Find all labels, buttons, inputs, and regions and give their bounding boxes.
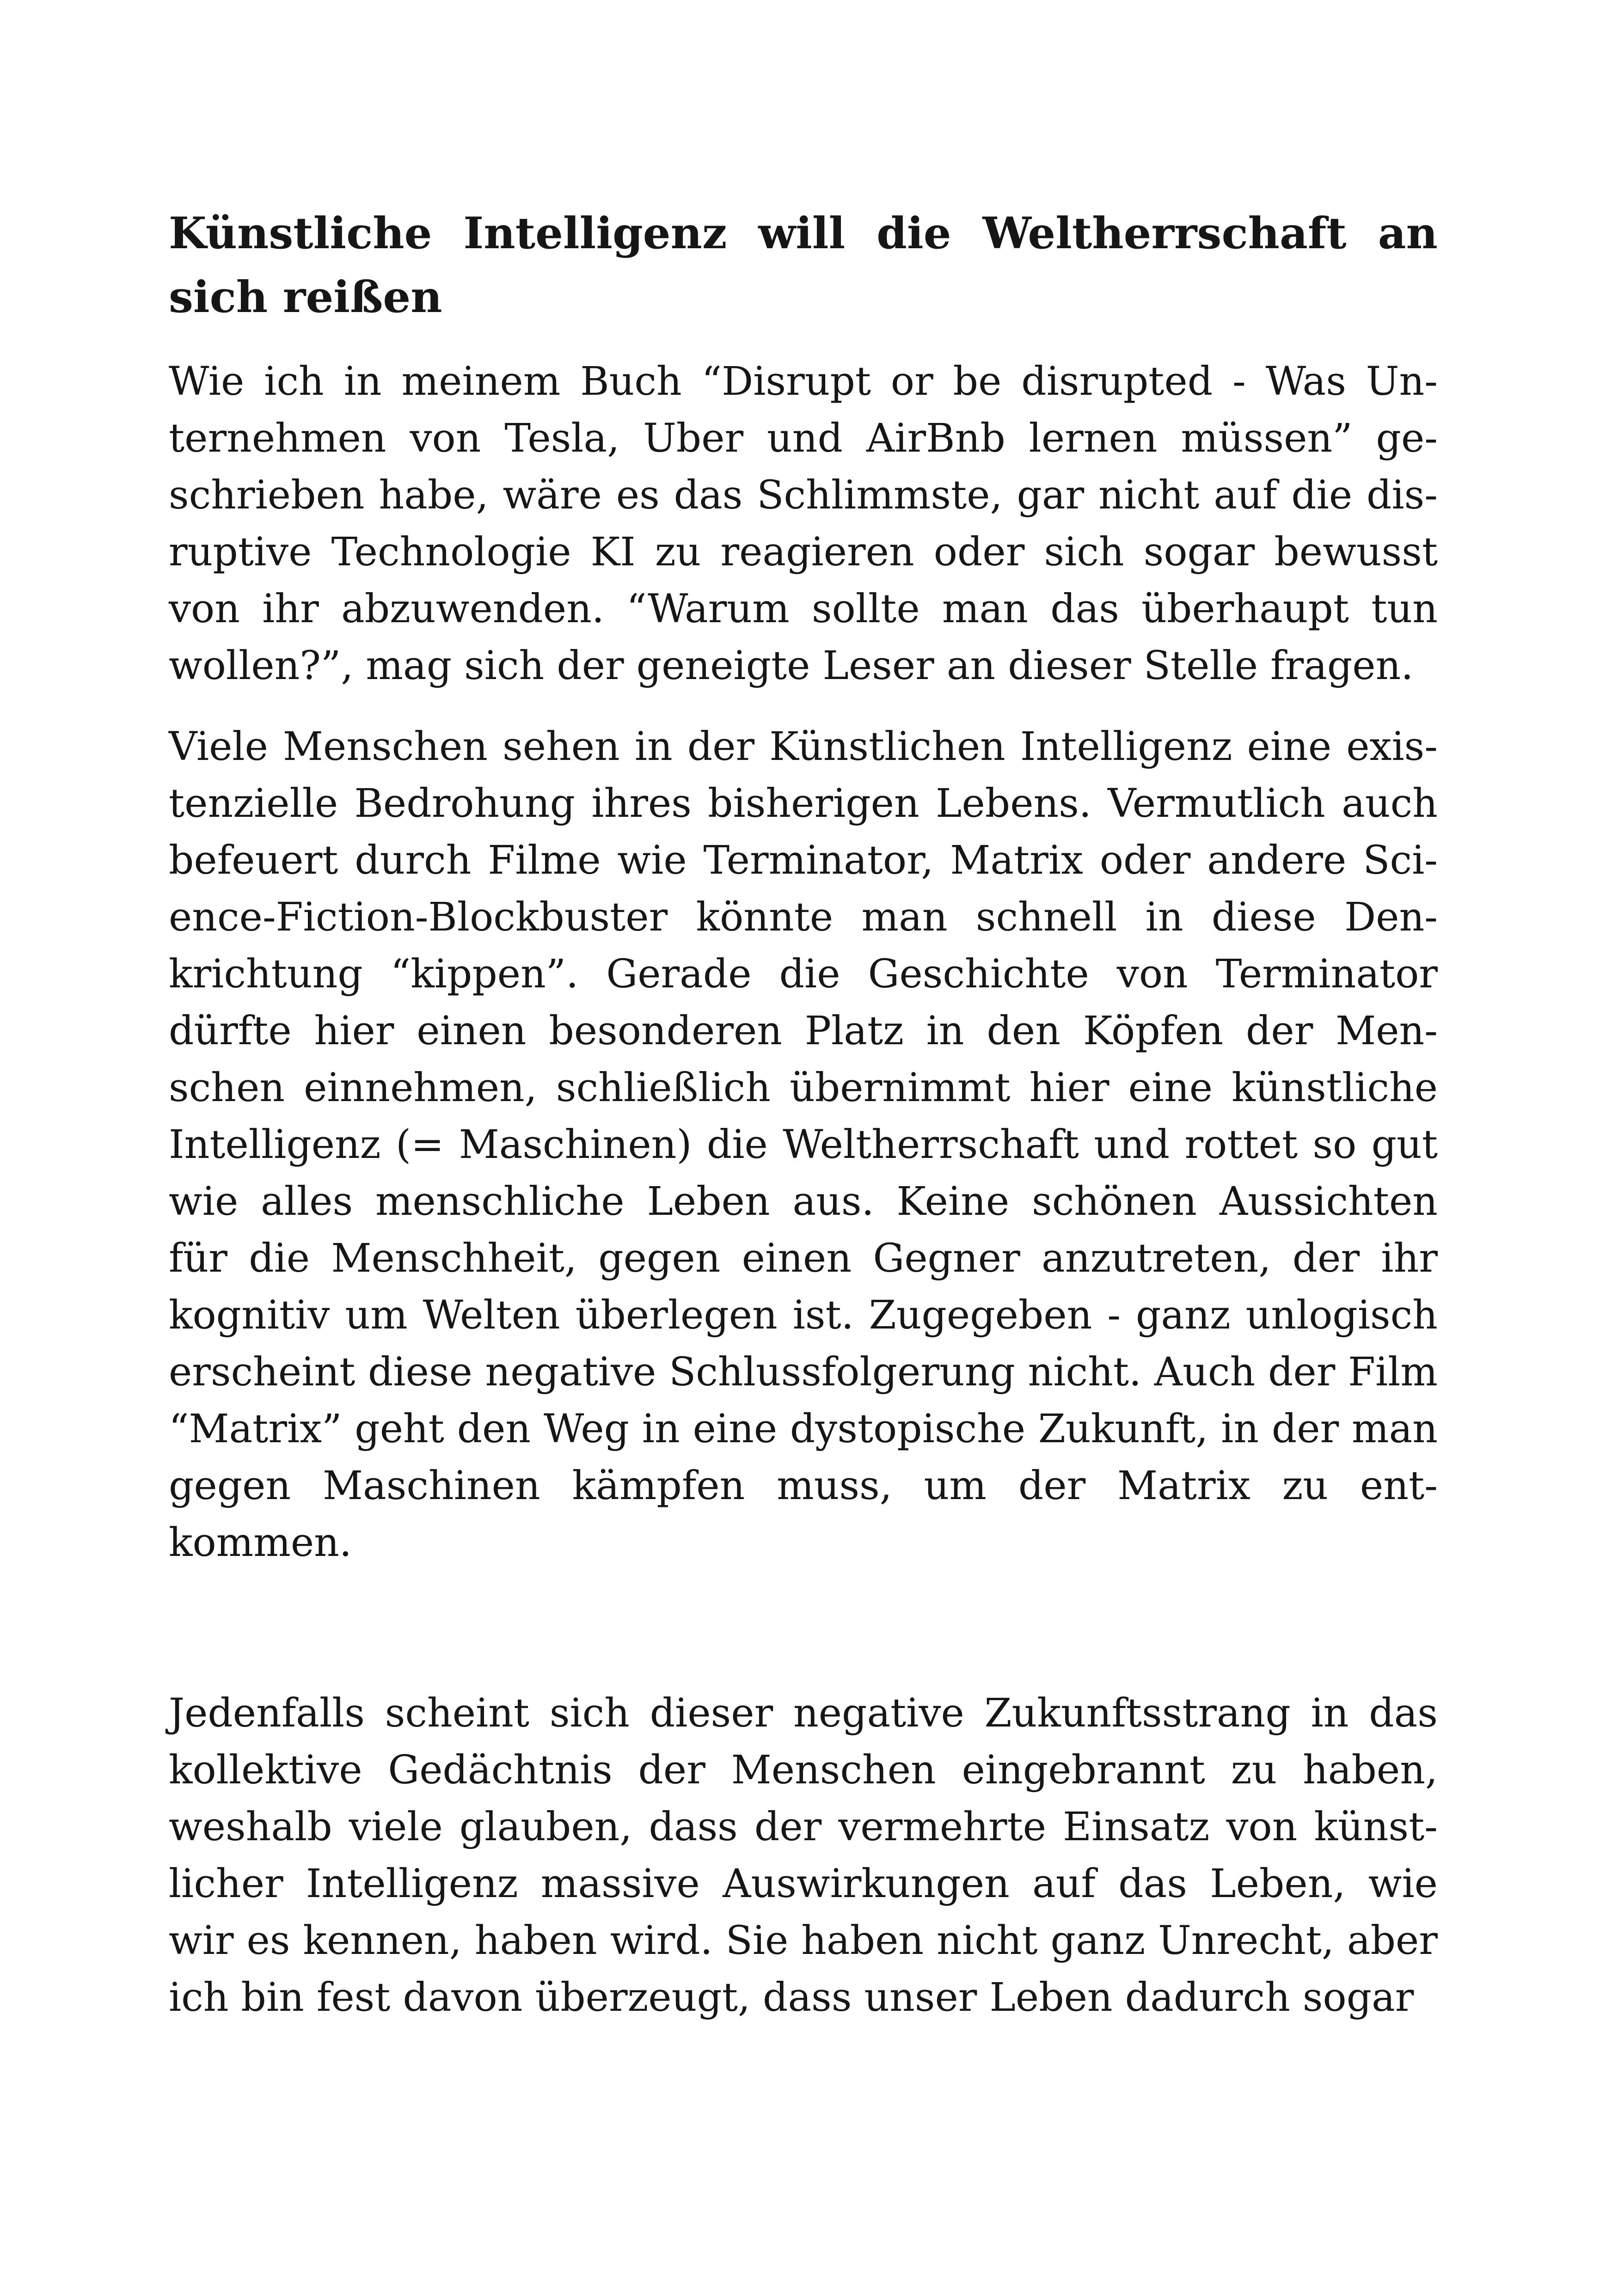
paragraph-2: Viele Menschen sehen in der Künstlichen Intelligenz eine existenzielle Bedrohung ihres bisherigen Lebens. Vermutlich auch befeuert durch Filme wie Terminator, Matrix oder andere Science-Fiction-Blockbuster könnte man schnell in diese Denkrichtung “kippen”. Gerade die Geschichte von Terminator dürfte hier einen besonderen Platz in den Köpfen der Menschen einnehmen, schließlich übernimmt hier eine künstliche Intelligenz (= Maschinen) die Weltherrschaft und rottet so gut wie alles menschliche Leben aus. Keine schönen Aussichten für die Menschheit, gegen einen Gegner anzutreten, der ihr kognitiv um Welten überlegen ist. Zugegeben - ganz unlogisch erscheint diese negative Schlussfolgerung nicht. Auch der Film “Matrix” geht den Weg in eine dystopische Zukunft, in der man gegen Maschinen kämpfen muss, um der Matrix zu entkommen. — [169, 724, 1438, 1566]
paragraph-3: Jedenfalls scheint sich dieser negative Zukunftsstrang in das kollektive Gedächtnis der Menschen eingebrannt zu haben, weshalb viele glauben, dass der vermehrte Einsatz von künstlicher Intelligenz massive Auswirkungen auf das Leben, wie wir es kennen, haben wird. Sie haben nicht ganz Unrecht, aber ich bin fest davon überzeugt, dass unser Leben dadurch sogar — [169, 1690, 1438, 2020]
chapter-heading: Künstliche Intelligenz will die Weltherrschaft an sich reißen — [169, 208, 1438, 323]
paragraph-1: Wie ich in meinem Buch “Disrupt or be disrupted - Was Unternehmen von Tesla, Uber und AirBnb lernen müssen” geschrieben habe, wäre es das Schlimmste, gar nicht auf die disruptive Technologie KI zu reagieren oder sich sogar bewusst von ihr abzuwenden. “Warum sollte man das überhaupt tun wollen?”, mag sich der geneigte Leser an dieser Stelle fragen. — [169, 359, 1438, 689]
page-content — [169, 202, 1438, 2026]
